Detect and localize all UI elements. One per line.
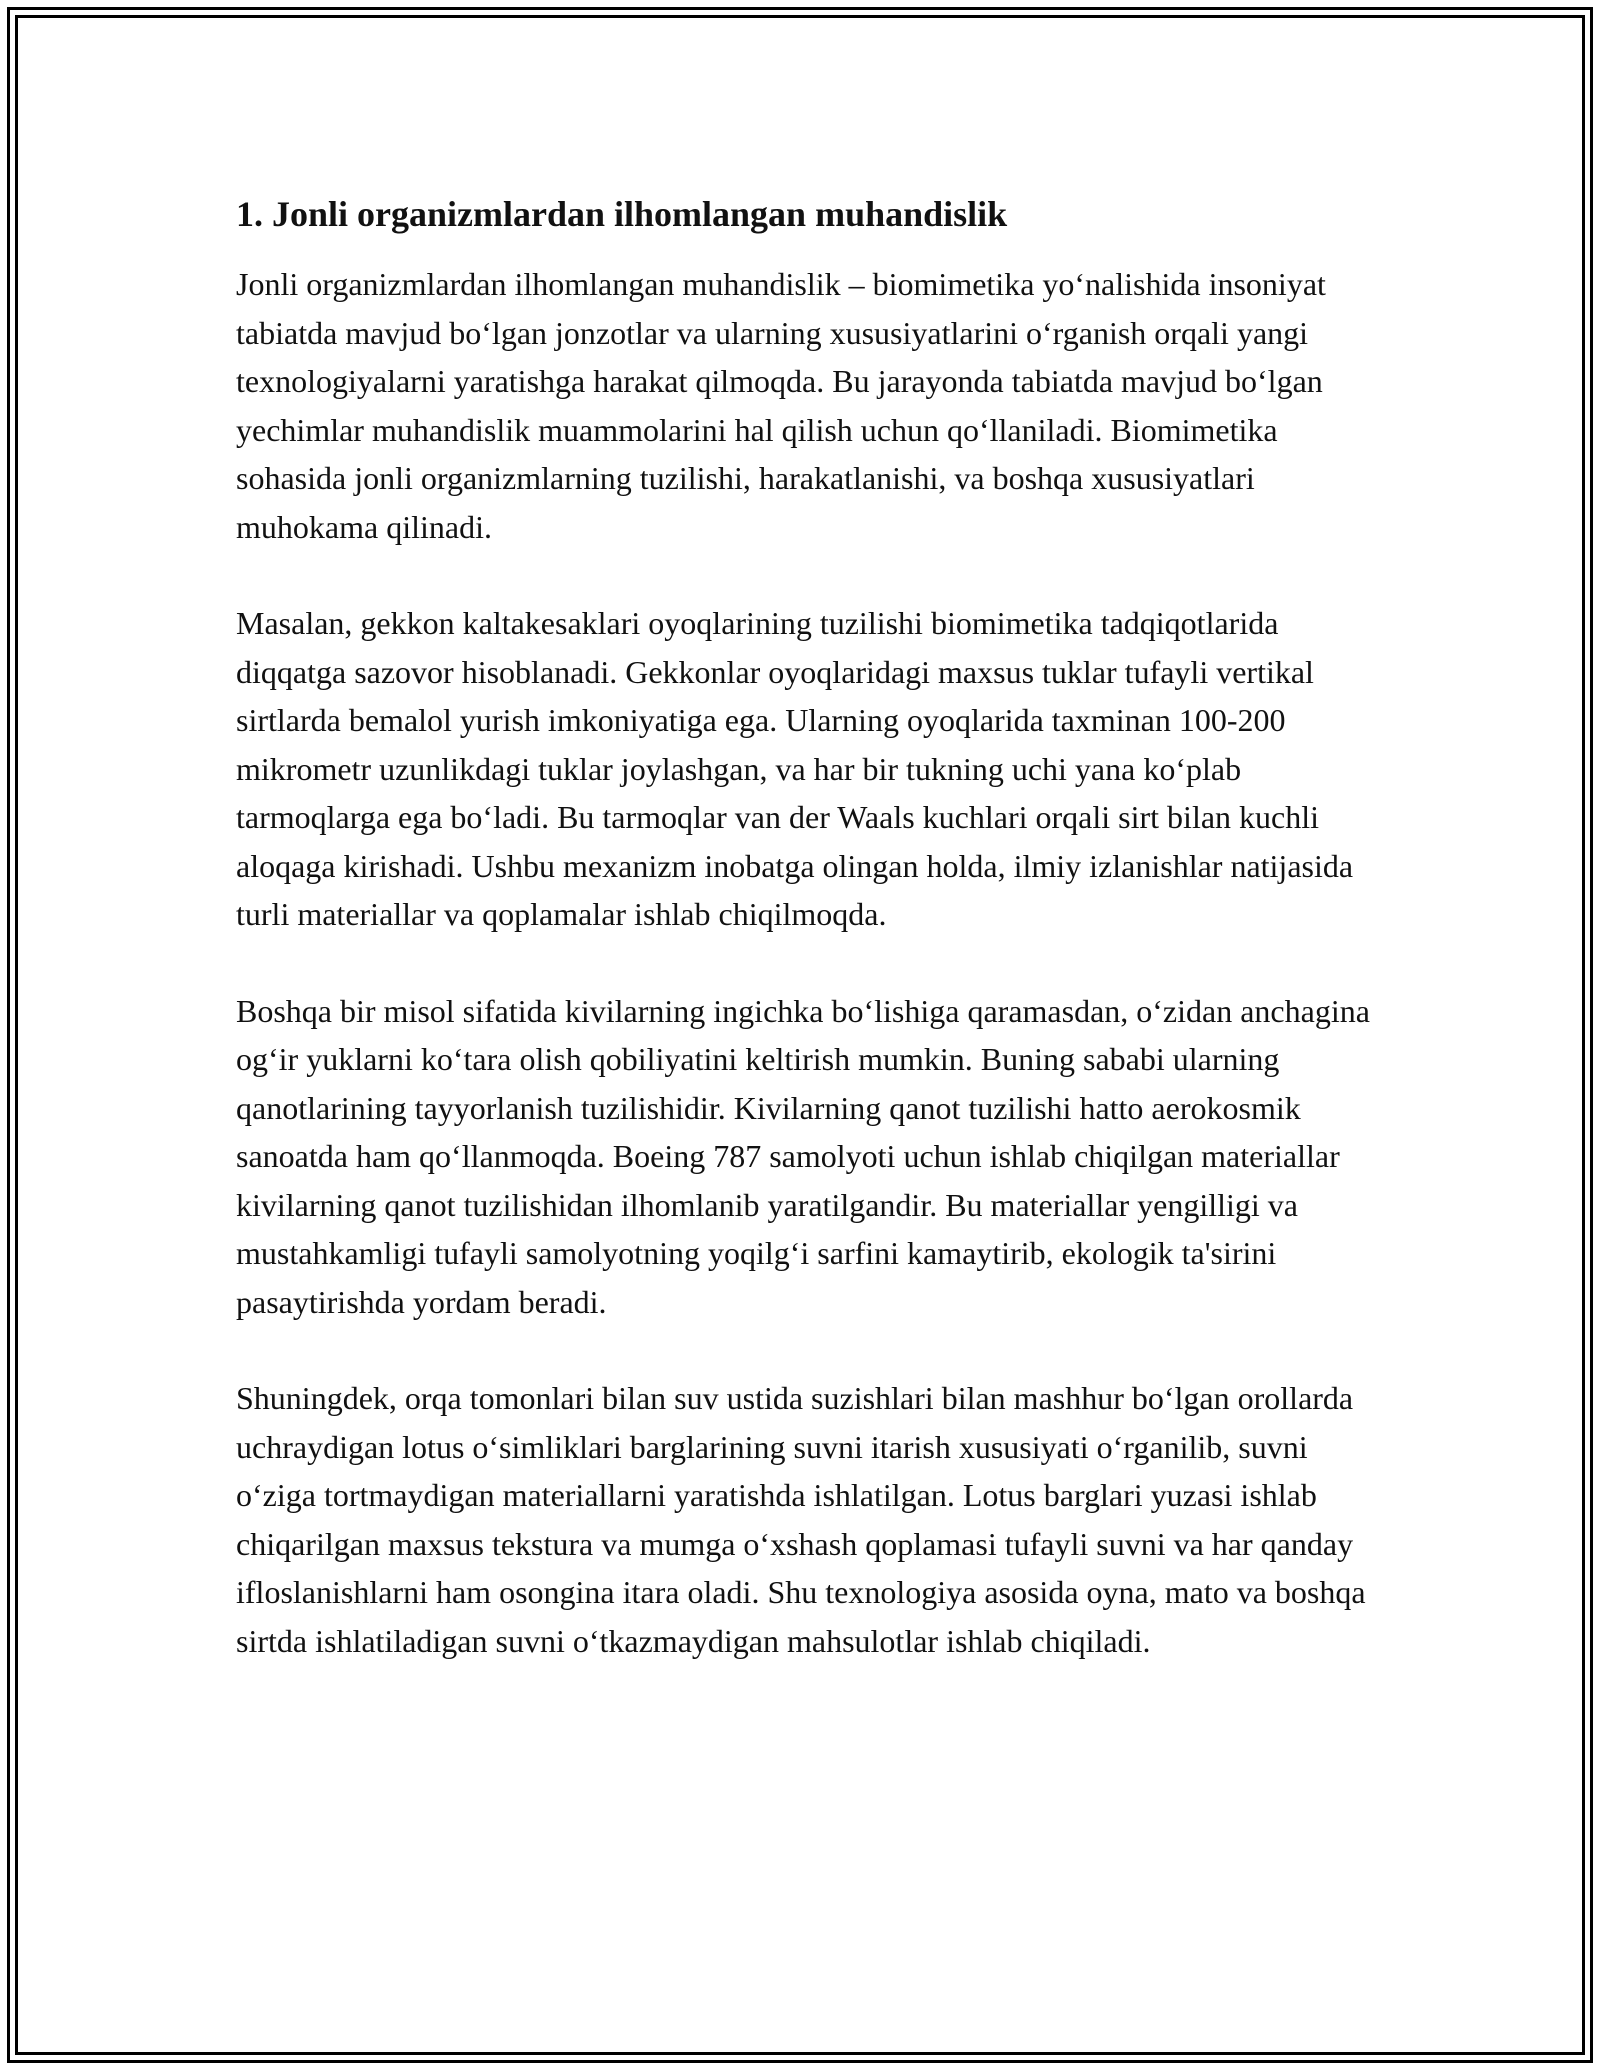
paragraph-intro: Jonli organizmlardan ilhomlangan muhandislik – biomimetika yo‘nalishida insoniyat tabiatda mavjud bo‘lgan jonzotlar va ularning xususiyatlarini o‘rganish orqali yangi texnologiyalarni yaratishga harakat qilmoqda. Bu jarayonda tabiatda mavjud bo‘lgan yechimlar muhandislik muammolarini hal qilish uchun qo‘llaniladi. Biomimetika sohasida jonli organizmlarning tuzilishi, harakatlanishi, va boshqa xususiyatlari muhokama qilinadi.: [236, 266, 1326, 545]
paragraph-kivi: Boshqa bir misol sifatida kivilarning ingichka bo‘lishiga qaramasdan, o‘zidan anchagina og‘ir yuklarni ko‘tara olish qobiliyatini keltirish mumkin. Buning sababi ularning qanotlarining tayyorlanish tuzilishidir. Kivilarning qanot tuzilishi hatto aerokosmik sanoatda ham qo‘llanmoqda. Boeing 787 samolyoti uchun ishlab chiqilgan materiallar kivilarning qanot tuzilishidan ilhomlanib yaratilgandir. Bu materiallar yengilligi va mustahkamligi tufayli samolyotning yoqilg‘i sarfini kamaytirib, ekologik ta'sirini pasaytirishda yordam beradi.: [236, 992, 1370, 1320]
paragraph-gecko: Masalan, gekkon kaltakesaklari oyoqlarining tuzilishi biomimetika tadqiqotlarida diqqatga sazovor hisoblanadi. Gekkonlar oyoqlaridagi maxsus tuklar tufayli vertikal sirtlarda bemalol yurish imkoniyatiga ega. Ularning oyoqlarida taxminan 100-200 mikrometr uzunlikdagi tuklar joylashgan, va har bir tukning uchi yana ko‘plab tarmoqlarga ega bo‘ladi. Bu tarmoqlar van der Waals kuchlari orqali sirt bilan kuchli aloqaga kirishadi. Ushbu mexanizm inobatga olingan holda, ilmiy izlanishlar natijasida turli materiallar va qoplamalar ishlab chiqilmoqda.: [236, 605, 1354, 932]
section-heading: 1. Jonli organizmlardan ilhomlangan muhandislik: [236, 194, 1008, 234]
document-body: [236, 188, 1371, 1713]
paragraph-lotus: Shuningdek, orqa tomonlari bilan suv ustida suzishlari bilan mashhur bo‘lgan orollarda uchraydigan lotus o‘simliklari barglarining suvni itarish xususiyati o‘rganilib, suvni o‘ziga tortmaydigan materiallarni yaratishda ishlatilgan. Lotus barglari yuzasi ishlab chiqarilgan maxsus tekstura va mumga o‘xshash qoplamasi tufayli suvni va har qanday ifloslanishlarni ham osongina itara oladi. Shu texnologiya asosida oyna, mato va boshqa sirtda ishlatiladigan suvni o‘tkazmaydigan mahsulotlar ishlab chiqiladi.: [236, 1380, 1366, 1659]
